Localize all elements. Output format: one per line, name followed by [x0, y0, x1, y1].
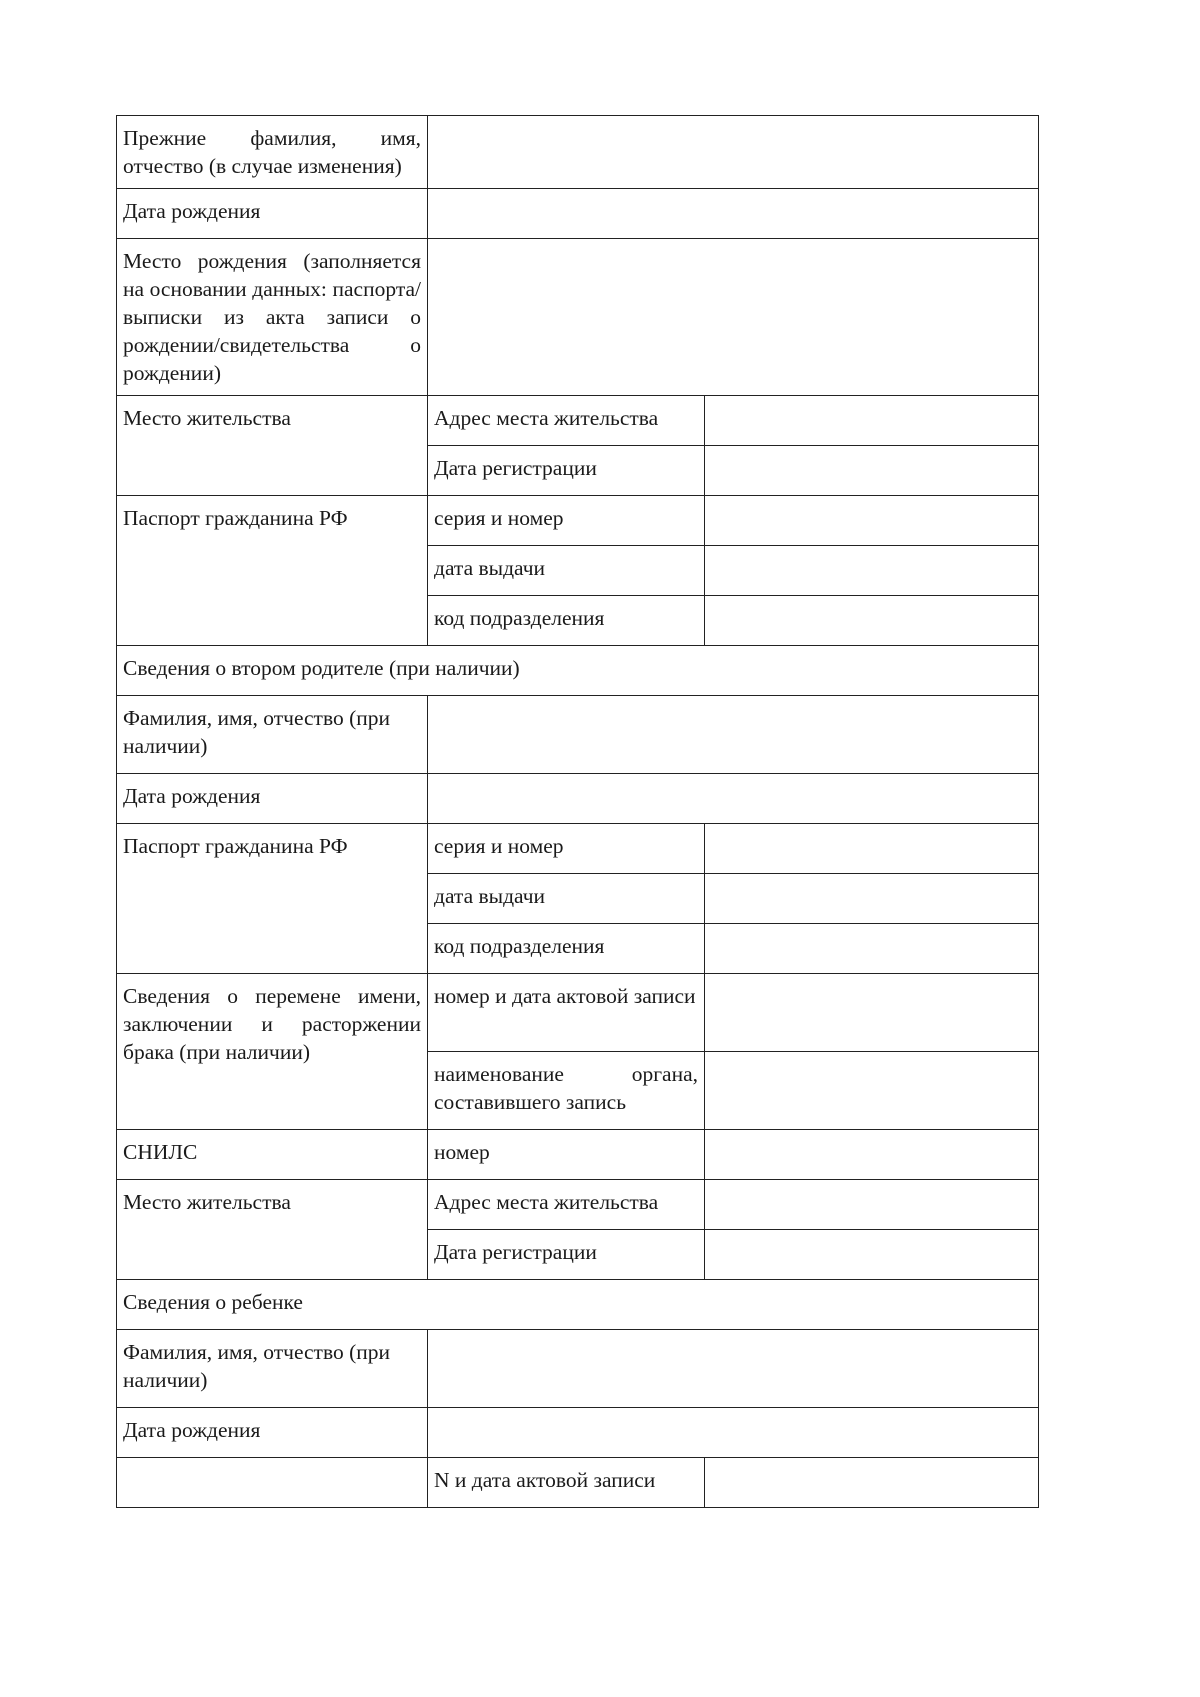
record-number-date-value-cell[interactable]	[705, 974, 1039, 1052]
birth-place-row	[117, 239, 1039, 396]
name-change-record-row	[117, 974, 1039, 1052]
child-record-empty-cell[interactable]	[117, 1458, 428, 1508]
second-parent-residence-address-row	[117, 1180, 1039, 1230]
second-parent-passport-series-label: серия и номер	[428, 824, 705, 874]
residence-label: Место жительства	[117, 396, 428, 496]
snils-row	[117, 1130, 1039, 1180]
second-parent-residence-label: Место жительства	[117, 1180, 428, 1280]
child-birth-date-label: Дата рождения	[117, 1408, 428, 1458]
second-parent-section-row	[117, 646, 1039, 696]
child-section-title: Сведения о ребенке	[117, 1280, 1039, 1330]
birth-date-value-cell[interactable]	[428, 189, 1039, 239]
passport-division-code-label: код подразделения	[428, 596, 705, 646]
second-parent-registration-date-label: Дата регистрации	[428, 1230, 705, 1280]
second-parent-passport-division-code-label: код подразделения	[428, 924, 705, 974]
second-parent-passport-issue-date-value-cell[interactable]	[705, 874, 1039, 924]
previous-name-value-cell[interactable]	[428, 116, 1039, 189]
registration-date-value-cell[interactable]	[705, 446, 1039, 496]
second-parent-passport-series-row	[117, 824, 1039, 874]
second-parent-passport-division-code-value-cell[interactable]	[705, 924, 1039, 974]
residence-address-row	[117, 396, 1039, 446]
second-parent-birth-date-value-cell[interactable]	[428, 774, 1039, 824]
passport-label: Паспорт гражданина РФ	[117, 496, 428, 646]
passport-division-code-value-cell[interactable]	[705, 596, 1039, 646]
birth-place-value-cell[interactable]	[428, 239, 1039, 396]
second-parent-birth-date-row	[117, 774, 1039, 824]
registration-date-label: Дата регистрации	[428, 446, 705, 496]
second-parent-section-title: Сведения о втором родителе (при наличии)	[117, 646, 1039, 696]
passport-series-value-cell[interactable]	[705, 496, 1039, 546]
record-number-date-label: номер и дата актовой записи	[428, 974, 705, 1052]
passport-issue-date-label: дата выдачи	[428, 546, 705, 596]
second-parent-passport-issue-date-label: дата выдачи	[428, 874, 705, 924]
child-birth-date-value-cell[interactable]	[428, 1408, 1039, 1458]
second-parent-registration-date-value-cell[interactable]	[705, 1230, 1039, 1280]
snils-number-label: номер	[428, 1130, 705, 1180]
application-form-table	[116, 115, 1039, 1508]
second-parent-name-label: Фамилия, имя, отчество (при наличии)	[117, 696, 428, 774]
second-parent-passport-series-value-cell[interactable]	[705, 824, 1039, 874]
birth-place-label: Место рождения (заполняется на основании данных: паспорта/выписки из акта записи о рождении/свидетельства о рождении)	[117, 239, 428, 396]
child-name-label: Фамилия, имя, отчество (при наличии)	[117, 1330, 428, 1408]
previous-name-row	[117, 116, 1039, 189]
child-record-row	[117, 1458, 1039, 1508]
child-record-label: N и дата актовой записи	[428, 1458, 705, 1508]
record-authority-value-cell[interactable]	[705, 1052, 1039, 1130]
passport-issue-date-value-cell[interactable]	[705, 546, 1039, 596]
child-section-row	[117, 1280, 1039, 1330]
child-birth-date-row	[117, 1408, 1039, 1458]
second-parent-name-row	[117, 696, 1039, 774]
second-parent-residence-address-value-cell[interactable]	[705, 1180, 1039, 1230]
second-parent-passport-label: Паспорт гражданина РФ	[117, 824, 428, 974]
second-parent-name-value-cell[interactable]	[428, 696, 1039, 774]
child-name-row	[117, 1330, 1039, 1408]
passport-series-label: серия и номер	[428, 496, 705, 546]
residence-address-label: Адрес места жительства	[428, 396, 705, 446]
name-change-label: Сведения о перемене имени, заключении и расторжении брака (при наличии)	[117, 974, 428, 1130]
residence-address-value-cell[interactable]	[705, 396, 1039, 446]
birth-date-row	[117, 189, 1039, 239]
child-record-value-cell[interactable]	[705, 1458, 1039, 1508]
previous-name-label: Прежние фамилия, имя, отчество (в случае изменения)	[117, 116, 428, 189]
snils-label: СНИЛС	[117, 1130, 428, 1180]
second-parent-residence-address-label: Адрес места жительства	[428, 1180, 705, 1230]
snils-number-value-cell[interactable]	[705, 1130, 1039, 1180]
passport-series-row	[117, 496, 1039, 546]
second-parent-birth-date-label: Дата рождения	[117, 774, 428, 824]
birth-date-label: Дата рождения	[117, 189, 428, 239]
record-authority-label: наименование органа, составившего запись	[428, 1052, 705, 1130]
child-name-value-cell[interactable]	[428, 1330, 1039, 1408]
